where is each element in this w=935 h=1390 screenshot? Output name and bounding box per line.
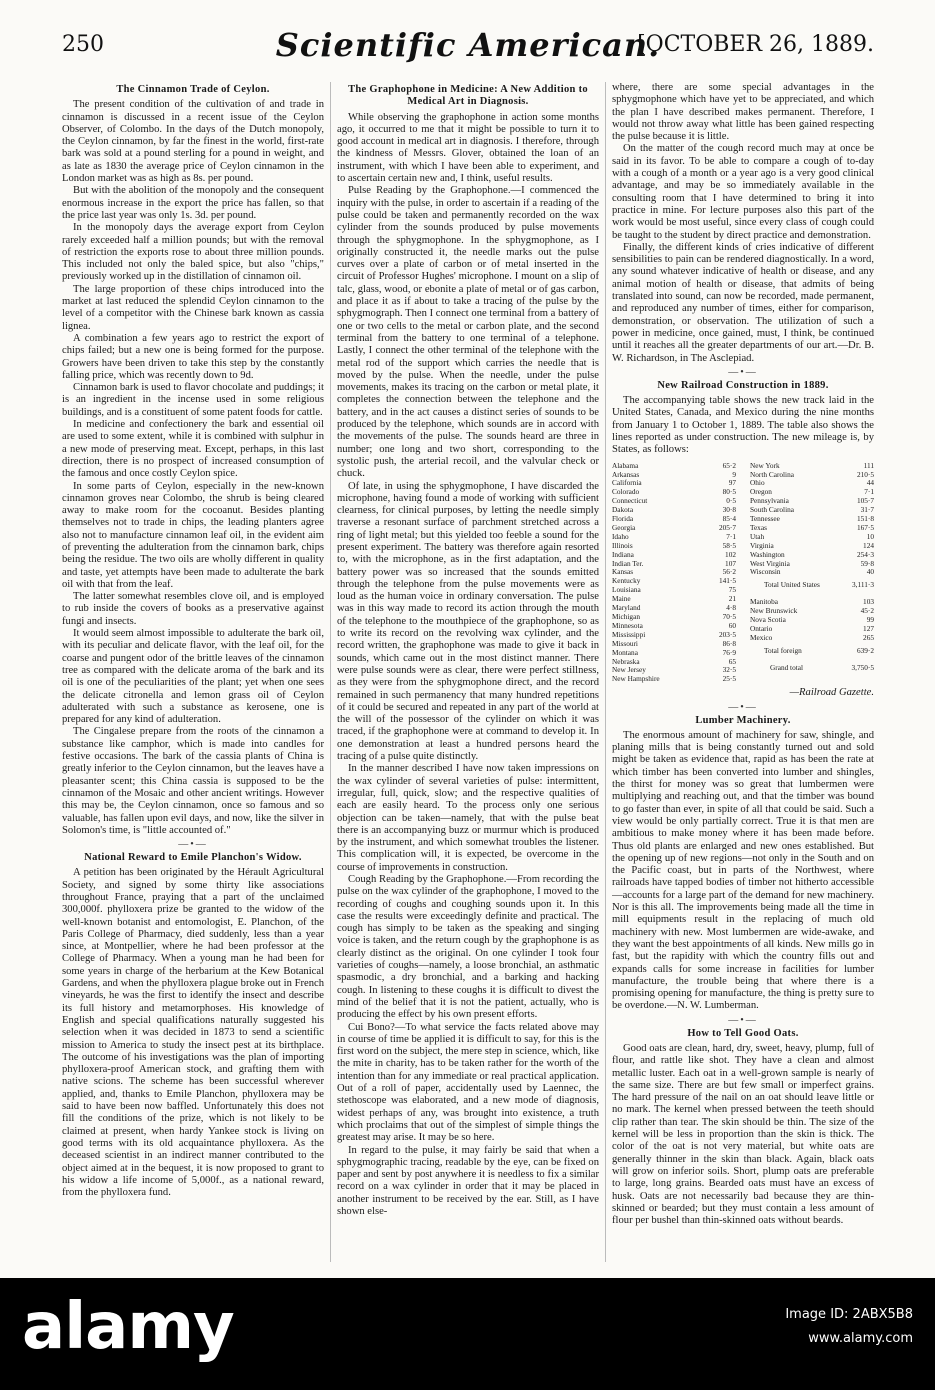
- paragraph: where, there are some special advantages in the sphygmophone which have yet to be appreciated, and which the plan I have described makes permanent. Therefore, I would not throw away what little has been gained respecting the pulse because it is little.: [612, 82, 874, 143]
- mileage-value: 59·8: [860, 558, 874, 568]
- column-divider: [330, 82, 331, 1262]
- state-name: Florida: [612, 514, 634, 524]
- paragraph: A combination a few years ago to restrict the export of chips failed; but a new one is being formed for the purpose. Growers have been driven to take this step by the constantly falling price, which was recently down to 9d.: [62, 332, 324, 381]
- masthead: Scientific American.: [275, 26, 661, 64]
- mileage-value: 107: [725, 558, 736, 568]
- state-name: Kentucky: [612, 576, 641, 586]
- state-name: Michigan: [612, 612, 640, 622]
- column-1: [62, 82, 324, 1262]
- table-row: [750, 515, 874, 524]
- mileage-value: 30·8: [722, 505, 736, 515]
- paragraph: Finally, the different kinds of cries indicative of different sensibilities to pain can be rendered diagnostically. In a word, any sound whatever indicative of health or disease, and any animal motion of health or disease, that admits of being translated into sound, can now be recorded, made permanent, and reproduced any number of times, either for comparison, demonstration, or observation. The utilization of such a power in medicine, once gained, must, I think, be continued until it reaches all the greater departments of our art.—Dr. B. W. Richardson, in The Asclepiad.: [612, 241, 874, 364]
- paragraph: The enormous amount of machinery for saw, shingle, and planing mills that is being constantly turned out and sold might be taken as evidence that, rapid as has been the rate at which timber has been converted into lumber and shingles, the thirst for money was so great that lumbermen were multiplying and reaching out, and that the timber was bound to go faster than ever, in spite of all that could be said. Such a view would be only partially correct. True it is that men are ambitious to make money where it has been made before. Thus old plants are enlarged and new ones established. But the opening up of new regions—not only in the South and on the Pacific coast, but in parts of the Northwest, where railroads have tapped bodies of timber not hitherto accessible—accounts for a large part of the demand for new machinery. Nor is this all. The improvements being made all the time in mill equipments result in the replacing of much old machinery with new. Most lumbermen are wide-awake, and they want the best appointments of all kinds. New mills go in fast, but the rapidity with which the country fills out and expands calls for some increase in facilities for lumber manufacture, the trouble being that where there is a promising opening for manufacture, the thing is pretty sure to be overdone.—N. W. Lumberman.: [612, 729, 874, 1012]
- paragraph: On the matter of the cough record much may at once be said in its favor. To be able to compare a cough of to-day with a cough of a month or a year ago is a very good clinical advantage, and may be so immediately available in the consulting room that I have determined to bring it into practice in mine. For lecture purposes also this part of the work would be most useful, since every class of cough could be taught to the student by direct practice and demonstration.: [612, 143, 874, 241]
- table-row: [750, 471, 874, 480]
- paragraph: In the manner described I have now taken impressions on the wax cylinder of several varieties of pulse: intermittent, irregular, full, quick, slow; and the respective qualities of each are easily heard. To the process only one serious objection can be taken—namely, that with the pulse beat there is an accompanying buzz or murmur which is produced by the instrument, and which somewhat troubles the listener. This complication will, it is expected, be overcome in the course of improvements in construction.: [337, 763, 599, 873]
- table-row: [750, 524, 874, 533]
- state-name: Dakota: [612, 505, 634, 515]
- table-row: [612, 524, 736, 533]
- column-2: [337, 82, 599, 1262]
- state-name: Texas: [750, 522, 767, 532]
- source-credit: —Railroad Gazette.: [789, 687, 874, 699]
- state-name: New Hampshire: [612, 674, 660, 684]
- issue-date: [OCTOBER 26, 1889.: [637, 32, 874, 57]
- table-row-grand-total: Grand total 3,750·5: [770, 662, 874, 672]
- state-name: Indian Ter.: [612, 558, 644, 568]
- mileage-value: 127: [863, 624, 874, 634]
- state-name: Nova Scotia: [750, 615, 786, 625]
- mileage-value: 254·3: [856, 549, 874, 559]
- mileage-value: 21: [728, 594, 736, 604]
- mileage-value: 99: [866, 615, 874, 625]
- paragraph: But with the abolition of the monopoly and the consequent enormous increase in the export the price has fallen, so that the price last year was only 1s. 3d. per pound.: [62, 185, 324, 221]
- table-column-left: [612, 462, 736, 685]
- state-name: Connecticut: [612, 496, 648, 506]
- section-separator: —•—: [728, 366, 758, 378]
- state-name: Missouri: [612, 638, 638, 648]
- article-title-railroad: New Railroad Construction in 1889.: [657, 379, 829, 391]
- state-name: Oregon: [750, 487, 772, 497]
- mileage-value: 40: [866, 567, 874, 577]
- state-name: Kansas: [612, 567, 634, 577]
- mileage-value: 44: [866, 478, 874, 488]
- mileage-value: 56·2: [722, 567, 736, 577]
- state-name: New Jersey: [612, 665, 646, 675]
- mileage-value: 102: [725, 549, 736, 559]
- mileage-value: 111: [863, 460, 874, 470]
- mileage-value: 7·1: [726, 531, 736, 541]
- paragraph: Of late, in using the sphygmophone, I have discarded the microphone, having found a mode of working with sufficient clearness, for clinical purposes, by letting the needle simply traverse a resonant surface of parchment stretched across a ring of light metal; but this yielded too feeble a sound for the present experiment. The battery was therefore again resorted to, with the microphone, as in the first adaptation, and the battery power was so increased that the sounds emitted through the telephone from the pulse movements were as loud as the human voice in ordinary conversation. The pulse was in this way made to record its action through the mouth of the telephone to the mouthpiece of the graphophone, so as to write its record on the revolving wax cylinder, and the record written, the graphophone was made to give it back in sounds, which came out in the most distinct manner. There were pulse sounds were as clear, there were perfect stillness, as they were from the sphygmophone direct, and the record remained in such permanency that many hundred repetitions of it could be secured and repeated in any part of the world at the will of the possessor of the cylinder on which it was traced, if the graphophone were at command to develop it. In one demonstration at least a hundred persons heard the tracing of a pulse quite distinctly.: [337, 480, 599, 763]
- mileage-value: 124: [863, 540, 874, 550]
- mileage-value: 60: [728, 620, 736, 630]
- paragraph: The latter somewhat resembles clove oil, and is employed to rub inside the covers of books as a preservative against fungi and insects.: [62, 591, 324, 627]
- mileage-value: 65: [728, 656, 736, 666]
- state-name: Idaho: [612, 531, 629, 541]
- article-body-cinnamon: [62, 99, 324, 837]
- mileage-value: 105·7: [856, 496, 874, 506]
- table-row: [612, 675, 736, 684]
- paragraph: Good oats are clean, hard, dry, sweet, heavy, plump, full of flour, and rattle like shot. They have a clean and almost metallic luster. Each oat in a well-grown sample is nearly of the same size. There are but few small or imperfect grains. The hard pressure of the nail on an oat should leave little or no mark. The kernel when pressed between the teeth should clip rather than tear. The skin should be thin. The size of the kernel will be less in proportion than the skin is thick. The color of the oat is not very material, but white oats are generally thinner in the skin than black. Again, black oats will grow on inferior soils. Short, plump oats are preferable to large, long grains. Bearded oats must have an excess of husk. Oats are not necessarily bad because they are thin-skinned or bearded; but they must contain a less amount of flour per bushel than thin-skinned oats without beards.: [612, 1042, 874, 1227]
- mileage-value: 25·5: [722, 674, 736, 684]
- section-separator: —•—: [728, 1014, 758, 1026]
- mileage-value: 32·5: [722, 665, 736, 675]
- mileage-value: 75: [728, 585, 736, 595]
- paragraph: In medicine and confectionery the bark and essential oil are used to some extent, while it is combined with sulphur in a new mode of preserving meat. Except, perhaps, in this last direction, there is no prospect of increased consumption of the famous and once costly Ceylon spice.: [62, 419, 324, 480]
- mileage-value: 7·1: [864, 487, 874, 497]
- paragraph: In some parts of Ceylon, especially in the new-known cinnamon groves near Colombo, the shrub is being cleared away to make room for the cocoanut. Besides planting themselves not to trade in chips, the leading planters agree also not to manufacture cinnamon leaf oil, in the evident aim of preventing the adulteration from the cinnamon bark, chips being the residue. The two oils are wholly different in quality and taste, yet attempts have been made to adulterate the bark oil with that from the leaf.: [62, 480, 324, 590]
- page-header: [62, 26, 874, 76]
- state-name: Tennessee: [750, 514, 780, 524]
- state-name: New York: [750, 460, 780, 470]
- mileage-value: 9: [732, 469, 736, 479]
- state-name: Indiana: [612, 549, 634, 559]
- mileage-value: 0·5: [726, 496, 736, 506]
- mileage-value: 70·5: [722, 612, 736, 622]
- paragraph: A petition has been originated by the Hérault Agricultural Society, and signed by some thirty like associations throughout France, praying that a part of the unclaimed 300,000f. phylloxera prize be granted to the widow of the well-known botanist and entomologist, E. Planchon, of the Paris College of Pharmacy, died suddenly, less than a year since, at Montpellier, where he had been professor at the College of Pharmacy. When a young man he had been for some years in charge of the herbarium at the Kew Botanical Gardens, and when the phylloxera plague broke out in French vineyards, he was the first to identify the insect and describe its full history and metamorphoses. His knowledge of English and special qualifications naturally suggested his selection when it was decided in 1873 to send a scientific mission to America to study the insect pest at its birthplace. The outcome of his investigations was the plan of importing phylloxera-proof American stock, and grafting them with native scions. The scheme has been successful wherever applied, and, thanks to Emile Planchon, phylloxera may be said to have been now baffled. Unfortunately this does not fill the conditions of the prize, which is not likely to be claimed at present, when hardy Yankee stock is living on good terms with its old acquaintance phylloxera. As the deceased scientist in an indirect manner contributed to the object aimed at in the bequest, it is now proposed to grant to his widow a life income of 5,000f., as a national reward, from the phylloxera fund.: [62, 867, 324, 1199]
- article-title-planchon: National Reward to Emile Planchon's Widow.: [84, 852, 302, 864]
- mileage-value: 97: [728, 478, 736, 488]
- mileage-value: 103: [863, 597, 874, 607]
- state-name: California: [612, 478, 642, 488]
- state-name: Georgia: [612, 522, 636, 532]
- site-url: www.alamy.com: [808, 1331, 913, 1346]
- mileage-table: [612, 462, 874, 685]
- mileage-value: 265: [863, 632, 874, 642]
- mileage-value: 167·5: [856, 522, 874, 532]
- state-name: Virginia: [750, 540, 774, 550]
- state-name: Montana: [612, 647, 638, 657]
- state-name: Wisconsin: [750, 567, 781, 577]
- columns: [62, 82, 874, 1262]
- article-title-cinnamon: The Cinnamon Trade of Ceylon.: [116, 84, 270, 95]
- table-column-right: [750, 462, 874, 685]
- state-name: Mexico: [750, 632, 773, 642]
- state-name: Louisiana: [612, 585, 641, 595]
- paragraph: The present condition of the cultivation of and trade in cinnamon is discussed in a recent issue of the Ceylon Observer, of Colombo. In the days of the Dutch monopoly, the Ceylon cinnamon, by far the finest in the world, first-rate bark was sold at a pound sterling for a pound in weight, and as late as 1830 the average price of Ceylon cinnamon in the London market was as high as 8s. per pound.: [62, 99, 324, 185]
- state-name: Arkansas: [612, 469, 640, 479]
- paragraph: In the monopoly days the average export from Ceylon rarely exceeded half a million pounds; but with the removal of restriction the exports rose to about three million pounds. This included not only the baled spice, but also "chips," previously worked up in the distillation of cinnamon oil.: [62, 222, 324, 283]
- state-name: Pennsylvania: [750, 496, 789, 506]
- state-name: Minnesota: [612, 620, 643, 630]
- state-name: Alabama: [612, 460, 639, 470]
- state-name: West Virginia: [750, 558, 790, 568]
- article-title-lumber: Lumber Machinery.: [695, 714, 791, 726]
- state-name: Maine: [612, 594, 631, 604]
- mileage-value: 76·9: [722, 647, 736, 657]
- state-name: Illinois: [612, 540, 633, 550]
- state-name: North Carolina: [750, 469, 794, 479]
- state-name: Ontario: [750, 624, 773, 634]
- state-name: Washington: [750, 549, 785, 559]
- state-name: New Brunswick: [750, 606, 798, 616]
- section-separator: —•—: [728, 701, 758, 713]
- page-number: 250: [62, 32, 104, 57]
- state-name: Utah: [750, 531, 765, 541]
- column-3: [612, 82, 874, 1262]
- mileage-value: 203·5: [718, 629, 736, 639]
- state-name: Manitoba: [750, 597, 778, 607]
- alamy-logo: alamy: [22, 1290, 234, 1364]
- paragraph: Pulse Reading by the Graphophone.—I commenced the inquiry with the pulse, in order to ascertain if a reading of the pulse could be taken and permanently recorded on the wax cylinder from the sounds produced by pulse movements through the sphygmophone. In the sphygmophone, as I originally constructed it, the needle marks out the pulse curves over a plate of carbon or of metal inserted in the circuit of Professor Hughes' microphone. I mount on a slip of talc, glass, wood, or ebonite a plate of metal or of gas carbon, and place it as if about to take a tracing of the pulse by the sphygmograph. Then I connect one terminal from a battery of one or two cells to the metal or carbon plate, and the second terminal from the battery to one terminal of a telephone. Lastly, I connect the other terminal of the telephone with the metal rod of the support which carries the needle that is moved by the pulse. When the needle, under the pulse movements, makes its tracing on the carbon or metal plate, it completes the connection between the telephone and the battery, and in the act causes a distinct series of sounds to be produced by the telephone, which sounds are in accord with the movements of the pulse. The sounds heard are three in number; one long and two short, corresponding to the systolic push, the arterial recoil, and the valvular check or chuck.: [337, 185, 599, 480]
- mileage-value: 4·8: [726, 603, 736, 613]
- state-name: Colorado: [612, 487, 640, 497]
- table-row-total-us: Total United States 3,111·3: [764, 580, 874, 590]
- paragraph: Cinnamon bark is used to flavor chocolate and puddings; it is an ingredient in the incense used in some religious buildings, and is a constituent of some patent foods for cattle.: [62, 382, 324, 418]
- paragraph: The Cingalese prepare from the roots of the cinnamon a substance like camphor, which is made into candles for festive occasions. The bark of the cassia plants of China is greatly inferior to the Ceylon cinnamon, but the leaves have a pleasanter scent; this China cassia is supposed to be the cinnamon of the Mosaic and other ancient writings. However this may be, the Ceylon cinnamon, once so famous and so valuable, has fallen upon evil days, and now, like the silver in Solomon's time, is "little accounted of.": [62, 726, 324, 836]
- mileage-value: 210·5: [856, 469, 874, 479]
- mileage-value: 151·8: [856, 514, 874, 524]
- column-divider: [605, 82, 606, 1262]
- mileage-value: 141·5: [718, 576, 736, 586]
- mileage-value: 10: [866, 531, 874, 541]
- paragraph: In regard to the pulse, it may fairly be said that when a sphygmographic tracing, readable by the eye, can be fixed on paper and sent by post anywhere it is needless to fix a similar record on a wax cylinder in order that it may be placed in another instrument to be received by the ear. Still, as I have shown else-: [337, 1144, 599, 1218]
- state-name: Mississippi: [612, 629, 646, 639]
- mileage-value: 205·7: [718, 522, 736, 532]
- paragraph: While observing the graphophone in action some months ago, it occurred to me that it might be possible to turn it to good account in medical art in diagnosis. I therefore, through the kindness of Messrs. Glover, obtained the loan of an instrument, with which I have been able to experiment, and to ascertain certain new and, I think, useful results.: [337, 111, 599, 185]
- paragraph: It would seem almost impossible to adulterate the bark oil, with its peculiar and delicate flavor, with the leaf oil, for the coarse and pungent odor of the brittle leaves of the cinnamon tree as compared with the delicate aroma of the bark and its oil is one of the peculiarities of the plant; yet when one sees the delicate citronella and lemon grass oil of Ceylon adulterated with such a substance as kerosene, one is prepared for any kind of adulteration.: [62, 628, 324, 726]
- state-name: Nebraska: [612, 656, 640, 666]
- mileage-value: 80·5: [722, 487, 736, 497]
- mileage-value: 58·5: [722, 540, 736, 550]
- table-row: [750, 634, 874, 643]
- state-name: Ohio: [750, 478, 765, 488]
- mileage-value: 31·7: [860, 505, 874, 515]
- mileage-value: 45·2: [860, 606, 874, 616]
- watermark-banner: [0, 1278, 935, 1390]
- article-title-oats: How to Tell Good Oats.: [687, 1027, 799, 1039]
- mileage-value: 86·8: [722, 638, 736, 648]
- state-name: South Carolina: [750, 505, 794, 515]
- paragraph: The accompanying table shows the new track laid in the United States, Canada, and Mexico during the nine months from January 1 to October 1, 1889. The table also shows the lines reported as under construction. The new mileage is, by States, as follows:: [612, 395, 874, 456]
- article-title-graphophone: The Graphophone in Medicine: A New Addition to Medical Art in Diagnosis.: [348, 84, 588, 108]
- section-separator: —•—: [178, 839, 208, 851]
- table-row: [750, 568, 874, 577]
- mileage-value: 85·4: [722, 514, 736, 524]
- mileage-value: 65·2: [722, 460, 736, 470]
- paragraph: The large proportion of these chips introduced into the market at last reduced the splendid Ceylon cinnamon to the level of a competitor with the Chinese bark known as cassia lignea.: [62, 283, 324, 332]
- image-id: Image ID: 2ABX5B8: [785, 1307, 913, 1322]
- paragraph: Cui Bono?—To what service the facts related above may in course of time be applied it is difficult to say, for this is the first word on the subject, the mere step in science, which, like the mite in charity, has to be taken rather for the worth of the intention than for any immediate or real practical application. Out of a roll of paper, accidentally used by Laennec, the stethoscope was elaborated, and a new mode of diagnosis, widest perhaps of any, was brought into existence, a truth which proclaims that out of the simplest of simple things the greatest may arise. It may be so here.: [337, 1021, 599, 1144]
- paragraph: Cough Reading by the Graphophone.—From recording the pulse on the wax cylinder of the graphophone, I moved to the recording of coughs and coughing sounds upon it. In this case the results were exceedingly definite and practical. The cough has simply to be taken as the speaking and singing voice is taken, and the return cough by the graphophone is as clearly distinct as the original. On one cylinder I took four varieties of coughs—namely, a loose bronchial, an asthmatic spasmodic, a dry bronchial, and a barking and hacking cough. In listening to these coughs it is difficult to divest the mind of the belief that it is not the patient, actually, who is producing the effect by his own present efforts.: [337, 874, 599, 1021]
- table-row-total-foreign: Total foreign 639·2: [764, 645, 874, 655]
- state-name: Maryland: [612, 603, 641, 613]
